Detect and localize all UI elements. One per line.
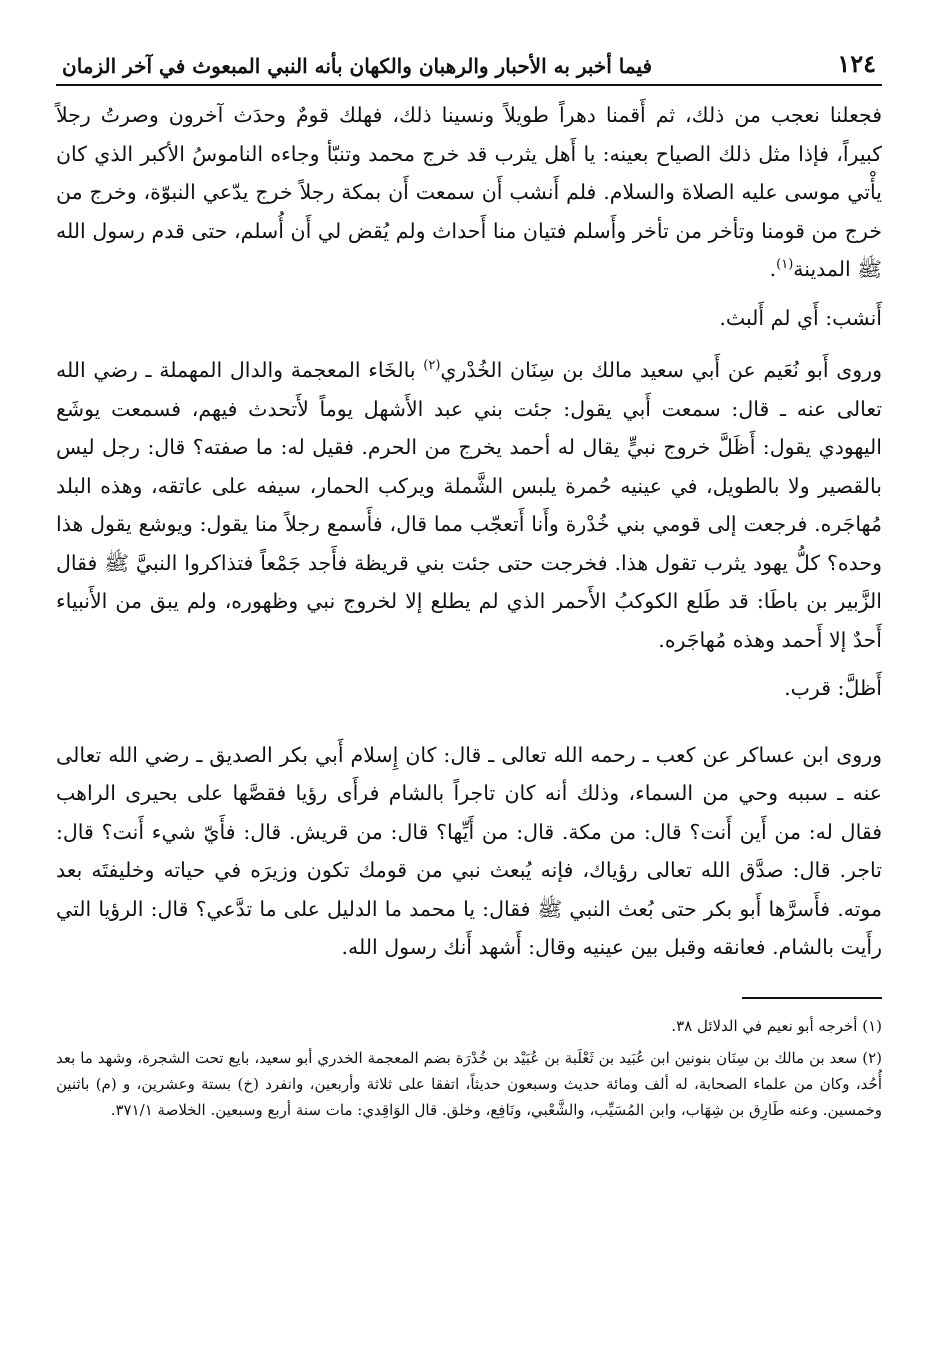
footnote-1: (١) أخرجه أبو نعيم في الدلائل ٣٨. bbox=[671, 1016, 882, 1035]
book-page bbox=[56, 40, 882, 1330]
footnote-2: (٢) سعد بن مالك بن سِنَان بنونين ابن عُبَيد بن ثَعْلَبة بن عُبَيْد بن خُدْرَة بضم المعجمة الخدري أبو سعيد، بايع تحت الشجرة، وشهد ما بعد أُحُد، وكان من علماء الصحابة، له ألف ومائة حديث وسبعون حديثاً، اتفقا على ثلاثة وأربعين، وانفرد (خ) بستة وعشرين، و (م) باثنين وخمسين. وعنه طَارِق بن شِهَاب، وابن المُسَيِّب، والشَّعْبي، ونَافِع، وخلق. قال الوَاقِدي: مات سنة أربع وسبعين. الخلاصة ٣٧١/١. bbox=[56, 1048, 882, 1119]
footnote-ref-1[interactable]: (١) bbox=[776, 257, 794, 273]
paragraph-2 bbox=[56, 351, 882, 659]
paragraph-2-text-a: وروى أَبو نُعَيم عن أَبي سعيد مالك بن سِنَان الخُدْري bbox=[440, 358, 882, 382]
spacer bbox=[56, 722, 882, 736]
footnote-ref-2[interactable]: (٢) bbox=[423, 358, 441, 374]
paragraph-1-end: . bbox=[769, 257, 777, 281]
paragraph-3: وروى ابن عساكر عن كعب ـ رحمه الله تعالى ـ قال: كان إِسلام أَبي بكر الصديق ـ رضي الله تعالى عنه ـ سببه وحي من السماء، وذلك أنه كان تاجراً بالشام فرأَى رؤيا فقصَّها على بحيرى الراهب فقال له: من أَين أَنت؟ قال: من مكة. قال: من أَيِّها؟ قال: من قريش. قال: فأَيّ شيء أَنت؟ قال: تاجر. قال: صدَّق الله تعالى رؤياك، فإنه يُبعث نبي من قومك تكون وزيرَه في حياته وخليفتَه بعد موته. فأَسرَّها أَبو بكر حتى بُعث النبي ﷺ فقال: يا محمد ما الدليل على ما تدَّعي؟ قال: الرؤيا التي رأَيت بالشام. فعانقه وقبل بين عينيه وقال: أَشهد أَنك رسول الله. bbox=[56, 742, 882, 959]
page-header bbox=[56, 40, 882, 86]
paragraph-1 bbox=[56, 96, 882, 289]
gloss-1: أَنشب: أَي لم أَلبث. bbox=[719, 305, 882, 330]
footnote-divider bbox=[742, 997, 882, 999]
running-title: فيما أخبر به الأحبار والرهبان والكهان بأنه النبي المبعوث في آخر الزمان bbox=[62, 54, 653, 78]
gloss-2: أَظلَّ: قرب. bbox=[784, 676, 882, 700]
main-text bbox=[56, 86, 882, 967]
footnotes bbox=[56, 1013, 882, 1123]
paragraph-1-text: فجعلنا نعجب من ذلك، ثم أَقمنا دهراً طويلاً ونسينا ذلك، فهلك قومٌ وحدَث آخرون وصرتُ رجلاً كبيراً، فإذا مثل ذلك الصياح بعينه: يا أَهل يثرب قد خرج محمد وتنبّأ وجاءه الناموسُ الأكبر الذي كان يأْتي موسى عليه الصلاة والسلام. فلم أَنشب أَن سمعت أَن بمكة رجلاً خرج يدّعي النبوّة، وخرج من خرج من قومنا وتأخر من تأخر وأَسلم فتيان منا أَحداث ولم يُقض لي أَن أُسلم، حتى قدم رسول الله ﷺ المدينة bbox=[56, 103, 882, 281]
page-number: ١٢٤ bbox=[837, 49, 876, 78]
paragraph-2-text-b: بالخَاء المعجمة والدال المهملة ـ رضي الله تعالى عنه ـ قال: سمعت أَبي يقول: جئت بني عبد الأَشهل يوماً لأَتحدث فيهم، فسمعت يوشَع اليهودي يقول: أَظَلَّ خروج نبيٍّ يقال له أحمد يخرج من الحرم. فقيل له: ما صفته؟ قال: رجل ليس بالقصير ولا بالطويل، في عينيه حُمرة يلبس الشَّملة ويركب الحمار، سيفه على عاتقه، وهذه البلد مُهاجَره. فرجعت إلى قومي بني خُدْرة وأَنا أَتعجّب مما قال، فأَسمع رجلاً منا يقول: ويوشع يقول هذا وحده؟ كلُّ يهود يثرب تقول هذا. فخرجت حتى جئت بني قريظة فأَجد جَمْعاً فتذاكروا النبيَّ ﷺ فقال الزَّبير بن باطَا: قد طَلع الكوكبُ الأَحمر الذي لم يطلع إلا لخروج نبي وظهوره، ولم يبق من الأَنبياء أَحدٌ إلا أَحمد وهذه مُهاجَره. bbox=[56, 358, 882, 652]
